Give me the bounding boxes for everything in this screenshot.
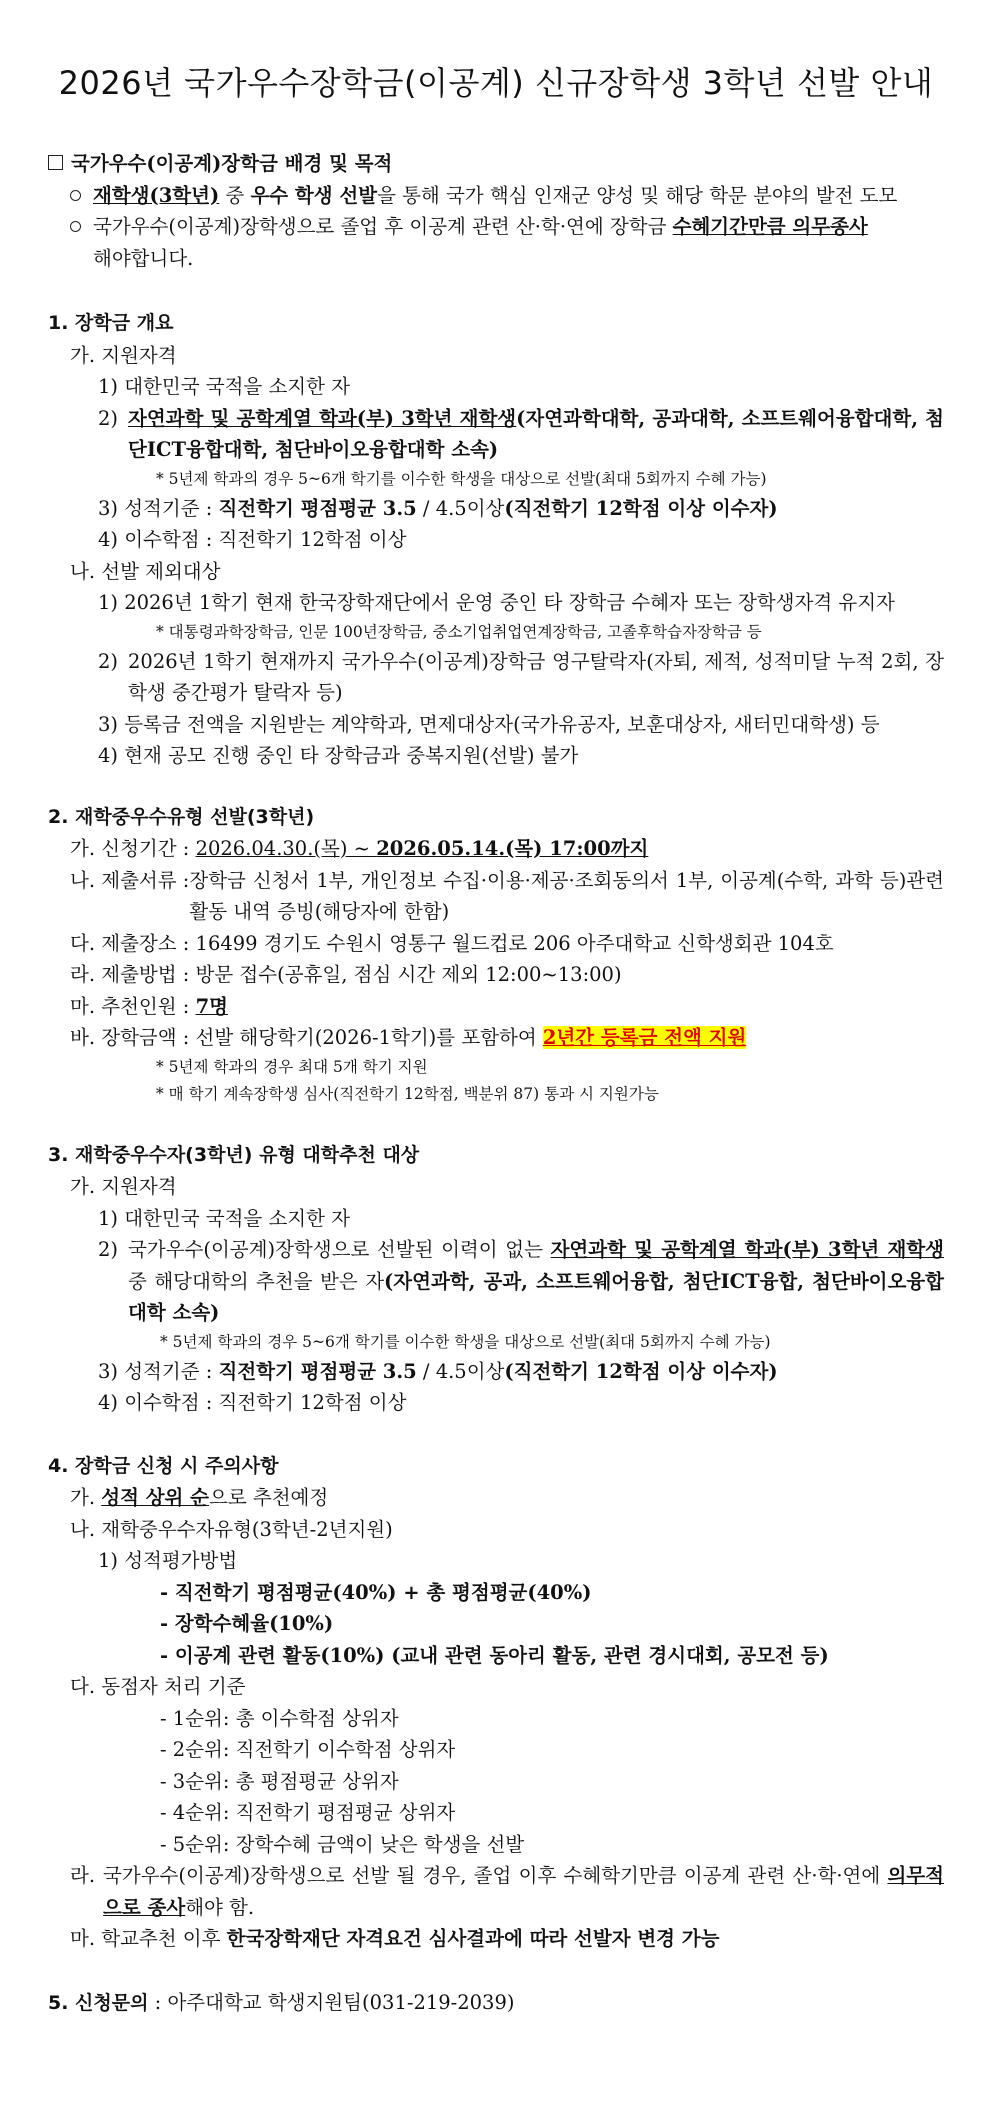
section-4-heading: 4. 장학금 신청 시 주의사항: [48, 1454, 279, 1477]
s1-na: 나. 선발 제외대상: [70, 559, 221, 583]
highlighted-amount: 2년간 등록금 전액 지원: [542, 1026, 747, 1049]
s2-ba: 바. 장학금액 : 선발 해당학기(2026-1학기)를 포함하여 2년간 등록금 전액 지원: [70, 1026, 747, 1049]
s4-da-item-4: - 4순위: 직전학기 평점평균 상위자: [160, 1801, 456, 1824]
s1-na-4: 4) 현재 공모 진행 중인 타 장학금과 중복지원(선발) 불가: [98, 744, 579, 767]
s1-ga-3: 3) 성적기준 : 직전학기 평점평균 3.5 / 4.5이상(직전학기 12학점 이상 이수자): [98, 496, 778, 520]
s4-na-1-item-2: - 장학수혜율(10%): [160, 1612, 334, 1635]
s2-ma: 마. 추천인원 : 7명: [70, 994, 228, 1018]
s4-da-item-3: - 3순위: 총 평점평균 상위자: [160, 1769, 399, 1793]
s2-da: 다. 제출장소 : 16499 경기도 수원시 영통구 월드컵로 206 아주대학교 신학생회관 104호: [70, 931, 834, 955]
s1-ga-4: 4) 이수학점 : 직전학기 12학점 이상: [98, 528, 407, 551]
s4-da: 다. 동점자 처리 기준: [70, 1675, 246, 1698]
s1-na-1-note: * 대통령과학장학금, 인문 100년장학금, 중소기업취업연계장학금, 고졸후학습자장학금 등: [156, 622, 762, 641]
s4-na-1-item-1: - 직전학기 평점평균(40%) + 총 평점평균(40%): [160, 1580, 592, 1604]
s4-ma: 마. 학교추천 이후 한국장학재단 자격요건 심사결과에 따라 선발자 변경 가능: [70, 1927, 720, 1950]
s2-ra: 라. 제출방법 : 방문 접수(공휴일, 점심 시간 제외 12:00~13:00): [70, 963, 622, 986]
s4-na-1-item-3: - 이공계 관련 활동(10%) (교내 관련 동아리 활동, 관련 경시대회, 공모전 등): [160, 1643, 829, 1667]
bullet-circle-icon: [70, 221, 81, 232]
s3-ga-2-note: * 5년제 학과의 경우 5~6개 학기를 이수한 학생을 대상으로 선발(최대 5회까지 수혜 가능): [160, 1332, 771, 1351]
s1-na-3: 3) 등록금 전액을 지원받는 계약학과, 면제대상자(국가유공자, 보훈대상자, 새터민대학생) 등: [98, 712, 880, 736]
s2-ga: 가. 신청기간 : 2026.04.30.(목) ~ 2026.05.14.(목) 17:00까지: [70, 837, 649, 860]
background-heading: 국가우수(이공계)장학금 배경 및 목적: [48, 148, 944, 180]
checkbox-square-icon: [48, 155, 63, 170]
s3-ga-4: 4) 이수학점 : 직전학기 12학점 이상: [98, 1391, 407, 1414]
s2-ba-note-2: * 매 학기 계속장학생 심사(직전학기 12학점, 백분위 87) 통과 시 지원가능: [156, 1084, 659, 1103]
s3-ga-2: 2) 국가우수(이공계)장학생으로 선발된 이력이 없는 자연과학 및 공학계열 학과(부) 3학년 재학생 중 해당대학의 추천을 받은 자(자연과학, 공과, 소프트웨어융합, 첨단ICT융합, 첨단바이오융합대학 소속): [98, 1238, 945, 1324]
s4-na: 나. 재학중우수자유형(3학년-2년지원): [70, 1517, 393, 1541]
s2-ba-note-1: * 5년제 학과의 경우 최대 5개 학기 지원: [156, 1057, 428, 1076]
s4-ra: 라. 국가우수(이공계)장학생으로 선발 될 경우, 졸업 이후 수혜학기만큼 이공계 관련 산·학·연에 의무적으로 종사해야 함.: [70, 1864, 944, 1919]
s4-da-item-2: - 2순위: 직전학기 이수학점 상위자: [160, 1738, 456, 1761]
document-title: 2026년 국가우수장학금(이공계) 신규장학생 3학년 선발 안내: [58, 64, 934, 102]
s2-na: 나. 제출서류 : 장학금 신청서 1부, 개인정보 수집·이용·제공·조회동의서 1부, 이공계(수학, 과학 등)관련 활동 내역 증빙(해당자에 한함): [70, 868, 944, 923]
s3-ga-1: 1) 대한민국 국적을 소지한 자: [98, 1206, 351, 1230]
section-5-contact: 5. 신청문의 : 아주대학교 학생지원팀(031-219-2039): [48, 1990, 515, 2014]
section-1-heading: 1. 장학금 개요: [48, 312, 174, 334]
s1-ga-2: 2) 자연과학 및 공학계열 학과(부) 3학년 재학생(자연과학대학, 공과대학, 소프트웨어융합대학, 첨단ICT융합대학, 첨단바이오융합대학 소속): [98, 406, 944, 461]
s1-ga-2-note: * 5년제 학과의 경우 5~6개 학기를 이수한 학생을 대상으로 선발(최대 5회까지 수혜 가능): [156, 469, 767, 488]
s1-ga-1: 1) 대한민국 국적을 소지한 자: [98, 375, 351, 398]
background-item-2: 국가우수(이공계)장학생으로 졸업 후 이공계 관련 산·학·연에 장학금 수혜기간만큼 의무종사 해야합니다.: [48, 211, 944, 274]
s4-da-item-5: - 5순위: 장학수혜 금액이 낮은 학생을 선발: [160, 1832, 525, 1856]
s1-ga: 가. 지원자격: [70, 343, 177, 367]
contact-info: 아주대학교 학생지원팀(031-219-2039): [167, 1990, 515, 2014]
s1-na-2: 2) 2026년 1학기 현재까지 국가우수(이공계)장학금 영구탈락자(자퇴, 제적, 성적미달 누적 2회, 장학생 중간평가 탈락자 등): [98, 649, 944, 704]
background-item-1: 재학생(3학년) 중 우수 학생 선발을 통해 국가 핵심 인재군 양성 및 해당 학문 분야의 발전 도모: [48, 180, 944, 212]
s4-ga: 가. 성적 상위 순으로 추천예정: [70, 1486, 329, 1509]
s4-na-1: 1) 성적평가방법: [98, 1549, 238, 1572]
s4-da-item-1: - 1순위: 총 이수학점 상위자: [160, 1706, 399, 1730]
section-2-heading: 2. 재학중우수유형 선발(3학년): [48, 805, 315, 828]
s3-ga-3: 3) 성적기준 : 직전학기 평점평균 3.5 / 4.5이상(직전학기 12학점 이상 이수자): [98, 1359, 778, 1383]
section-3-heading: 3. 재학중우수자(3학년) 유형 대학추천 대상: [48, 1143, 420, 1166]
s3-ga: 가. 지원자격: [70, 1175, 177, 1198]
s1-na-1: 1) 2026년 1학기 현재 한국장학재단에서 운영 중인 타 장학금 수혜자 또는 장학생자격 유지자: [98, 591, 895, 614]
bullet-circle-icon: [70, 190, 81, 201]
